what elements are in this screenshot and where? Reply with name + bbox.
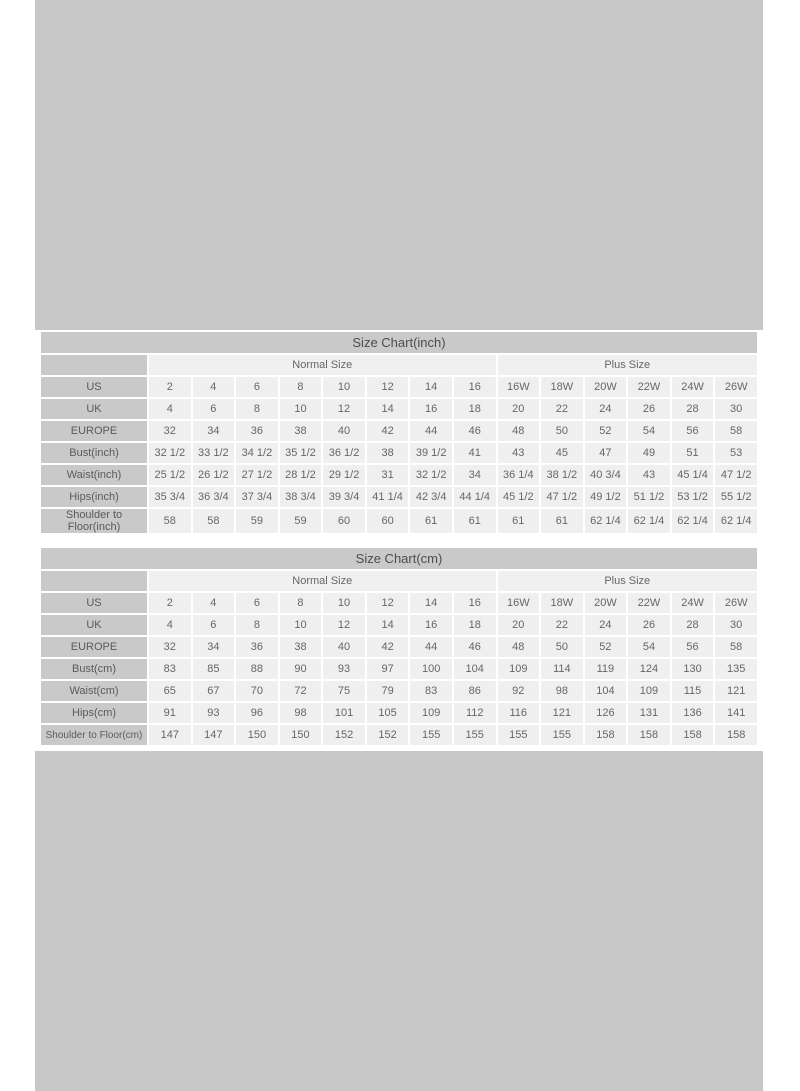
- size-chart-cm-table: [39, 569, 759, 747]
- table-cell: 41 1/4: [367, 487, 409, 507]
- table-cell: 42: [367, 421, 409, 441]
- table-cell: 104: [454, 659, 496, 679]
- table-cell: 61: [541, 509, 583, 533]
- table-cell: 26W: [715, 377, 757, 397]
- table-cell: 16: [454, 593, 496, 613]
- table-cell: 27 1/2: [236, 465, 278, 485]
- table-cell: 20W: [585, 377, 627, 397]
- table-cell: 34: [193, 421, 235, 441]
- table-cell: 4: [149, 615, 191, 635]
- table-cell: 147: [149, 725, 191, 745]
- table-cell: 141: [715, 703, 757, 723]
- table-cell: 37 3/4: [236, 487, 278, 507]
- table-cell: 47 1/2: [541, 487, 583, 507]
- table-cell: 53 1/2: [672, 487, 714, 507]
- table-cell: 12: [367, 593, 409, 613]
- table-cell: 93: [193, 703, 235, 723]
- table-cell: 16W: [498, 593, 540, 613]
- table-row: [41, 615, 757, 635]
- table-cell: 20: [498, 399, 540, 419]
- table-row: [41, 703, 757, 723]
- table-cell: 40 3/4: [585, 465, 627, 485]
- table-cell: 36 3/4: [193, 487, 235, 507]
- table-cell: 61: [410, 509, 452, 533]
- table-cell: 25 1/2: [149, 465, 191, 485]
- table-cell: 121: [541, 703, 583, 723]
- table-row: [41, 377, 757, 397]
- table-cell: 75: [323, 681, 365, 701]
- table-cell: 36: [236, 637, 278, 657]
- table-cell: 59: [280, 509, 322, 533]
- row-label: UK: [41, 615, 147, 635]
- table-cell: 62 1/4: [672, 509, 714, 533]
- table-cell: 45: [541, 443, 583, 463]
- table-cell: 158: [628, 725, 670, 745]
- table-cell: 155: [541, 725, 583, 745]
- table-cell: 12: [323, 615, 365, 635]
- table-cell: 61: [454, 509, 496, 533]
- table-cell: 62 1/4: [628, 509, 670, 533]
- table-cell: 60: [323, 509, 365, 533]
- table-cell: 88: [236, 659, 278, 679]
- table-cell: 10: [323, 377, 365, 397]
- table-cell: 33 1/2: [193, 443, 235, 463]
- table-cell: 32 1/2: [149, 443, 191, 463]
- table-cell: 98: [280, 703, 322, 723]
- size-chart-inch: [39, 332, 759, 535]
- table-cell: 48: [498, 637, 540, 657]
- table-cell: 8: [280, 377, 322, 397]
- table-cell: 90: [280, 659, 322, 679]
- table-row: [41, 637, 757, 657]
- table-cell: 4: [149, 399, 191, 419]
- table-cell: 18W: [541, 593, 583, 613]
- table-cell: 10: [280, 615, 322, 635]
- table-cell: 58: [193, 509, 235, 533]
- size-chart-panel: [35, 330, 763, 751]
- row-label: Waist(inch): [41, 465, 147, 485]
- row-label: Shoulder to Floor(inch): [41, 509, 147, 533]
- row-label: US: [41, 377, 147, 397]
- table-cell: 79: [367, 681, 409, 701]
- row-label: Hips(inch): [41, 487, 147, 507]
- table-cell: 50: [541, 421, 583, 441]
- table-cell: 109: [628, 681, 670, 701]
- table-cell: 14: [410, 593, 452, 613]
- table-cell: 6: [236, 593, 278, 613]
- table-cell: 48: [498, 421, 540, 441]
- table-cell: 20: [498, 615, 540, 635]
- row-label: US: [41, 593, 147, 613]
- table-cell: 43: [628, 465, 670, 485]
- table-cell: 109: [410, 703, 452, 723]
- table-cell: 155: [498, 725, 540, 745]
- table-cell: 40: [323, 637, 365, 657]
- table-cell: 35 3/4: [149, 487, 191, 507]
- table-cell: 16: [410, 615, 452, 635]
- table-cell: 32: [149, 637, 191, 657]
- size-chart-cm: [39, 548, 759, 747]
- table-cell: 158: [715, 725, 757, 745]
- table-cell: 28 1/2: [280, 465, 322, 485]
- table-cell: 30: [715, 615, 757, 635]
- table-cell: 22: [541, 615, 583, 635]
- table-cell: 44: [410, 637, 452, 657]
- table-cell: 4: [193, 593, 235, 613]
- table-cell: 62 1/4: [715, 509, 757, 533]
- table-cell: 105: [367, 703, 409, 723]
- table-cell: 114: [541, 659, 583, 679]
- table-row: [41, 421, 757, 441]
- table-cell: 18W: [541, 377, 583, 397]
- table-cell: 54: [628, 637, 670, 657]
- table-cell: 119: [585, 659, 627, 679]
- table-cell: 12: [367, 377, 409, 397]
- table-cell: 24: [585, 399, 627, 419]
- table-cell: 36 1/2: [323, 443, 365, 463]
- table-cell: 24: [585, 615, 627, 635]
- group-plus-size: Plus Size: [498, 571, 758, 591]
- table-cell: 85: [193, 659, 235, 679]
- table-cell: 150: [236, 725, 278, 745]
- table-cell: 152: [323, 725, 365, 745]
- table-cell: 31: [367, 465, 409, 485]
- table-cell: 26W: [715, 593, 757, 613]
- table-cell: 39 1/2: [410, 443, 452, 463]
- table-row: [41, 509, 757, 533]
- table-cell: 51 1/2: [628, 487, 670, 507]
- table-cell: 46: [454, 637, 496, 657]
- table-cell: 109: [498, 659, 540, 679]
- table-cell: 147: [193, 725, 235, 745]
- table-cell: 59: [236, 509, 278, 533]
- table-cell: 8: [236, 615, 278, 635]
- group-normal-size: Normal Size: [149, 571, 496, 591]
- table-cell: 22W: [628, 377, 670, 397]
- table-cell: 29 1/2: [323, 465, 365, 485]
- table-cell: 55 1/2: [715, 487, 757, 507]
- table-row: [41, 399, 757, 419]
- table-cell: 46: [454, 421, 496, 441]
- table-cell: 101: [323, 703, 365, 723]
- table-cell: 83: [149, 659, 191, 679]
- table-cell: 6: [193, 399, 235, 419]
- table-row: [41, 443, 757, 463]
- table-cell: 12: [323, 399, 365, 419]
- table-cell: 2: [149, 377, 191, 397]
- table-row: [41, 659, 757, 679]
- table-cell: 56: [672, 421, 714, 441]
- table-cell: 26: [628, 615, 670, 635]
- table-cell: 58: [715, 637, 757, 657]
- table-cell: 35 1/2: [280, 443, 322, 463]
- table-cell: 16: [454, 377, 496, 397]
- group-header-row: [41, 355, 757, 375]
- table-cell: 155: [454, 725, 496, 745]
- table-cell: 100: [410, 659, 452, 679]
- group-header-row: [41, 571, 757, 591]
- table-cell: 70: [236, 681, 278, 701]
- table-cell: 36 1/4: [498, 465, 540, 485]
- table-row: [41, 465, 757, 485]
- table-cell: 126: [585, 703, 627, 723]
- table-row: [41, 725, 757, 745]
- table-cell: 52: [585, 421, 627, 441]
- table-cell: 24W: [672, 377, 714, 397]
- table-cell: 44: [410, 421, 452, 441]
- table-cell: 10: [323, 593, 365, 613]
- table-cell: 58: [149, 509, 191, 533]
- table-cell: 92: [498, 681, 540, 701]
- table-cell: 67: [193, 681, 235, 701]
- table-cell: 135: [715, 659, 757, 679]
- table-cell: 10: [280, 399, 322, 419]
- row-label: EUROPE: [41, 637, 147, 657]
- group-plus-size: Plus Size: [498, 355, 758, 375]
- table-cell: 158: [585, 725, 627, 745]
- row-label: Waist(cm): [41, 681, 147, 701]
- table-cell: 14: [410, 377, 452, 397]
- table-cell: 14: [367, 615, 409, 635]
- table-cell: 104: [585, 681, 627, 701]
- row-label: Hips(cm): [41, 703, 147, 723]
- table-cell: 150: [280, 725, 322, 745]
- table-cell: 38: [280, 421, 322, 441]
- table-cell: 52: [585, 637, 627, 657]
- table-cell: 60: [367, 509, 409, 533]
- table-cell: 38: [367, 443, 409, 463]
- table-cell: 91: [149, 703, 191, 723]
- table-cell: 20W: [585, 593, 627, 613]
- table-cell: 45 1/2: [498, 487, 540, 507]
- table-cell: 121: [715, 681, 757, 701]
- table-cell: 115: [672, 681, 714, 701]
- table-cell: 96: [236, 703, 278, 723]
- row-label: UK: [41, 399, 147, 419]
- table-cell: 6: [193, 615, 235, 635]
- table-cell: 38 3/4: [280, 487, 322, 507]
- row-label: EUROPE: [41, 421, 147, 441]
- table-cell: 28: [672, 399, 714, 419]
- table-cell: 34 1/2: [236, 443, 278, 463]
- table-cell: 24W: [672, 593, 714, 613]
- table-cell: 49 1/2: [585, 487, 627, 507]
- table-cell: 155: [410, 725, 452, 745]
- table-cell: 54: [628, 421, 670, 441]
- table-cell: 97: [367, 659, 409, 679]
- table-cell: 53: [715, 443, 757, 463]
- table-cell: 38 1/2: [541, 465, 583, 485]
- table-cell: 42: [367, 637, 409, 657]
- corner-cell: [41, 355, 147, 375]
- table-cell: 8: [280, 593, 322, 613]
- table-cell: 158: [672, 725, 714, 745]
- table-cell: 86: [454, 681, 496, 701]
- corner-cell: [41, 571, 147, 591]
- table-cell: 22: [541, 399, 583, 419]
- table-cell: 49: [628, 443, 670, 463]
- table-cell: 36: [236, 421, 278, 441]
- table-row: [41, 593, 757, 613]
- size-chart-inch-title: Size Chart(inch): [41, 332, 757, 353]
- table-cell: 28: [672, 615, 714, 635]
- table-cell: 34: [454, 465, 496, 485]
- table-cell: 83: [410, 681, 452, 701]
- table-cell: 32 1/2: [410, 465, 452, 485]
- table-cell: 136: [672, 703, 714, 723]
- table-cell: 124: [628, 659, 670, 679]
- table-cell: 8: [236, 399, 278, 419]
- table-cell: 72: [280, 681, 322, 701]
- table-row: [41, 681, 757, 701]
- table-cell: 39 3/4: [323, 487, 365, 507]
- table-cell: 98: [541, 681, 583, 701]
- size-chart-cm-title: Size Chart(cm): [41, 548, 757, 569]
- table-cell: 112: [454, 703, 496, 723]
- table-cell: 41: [454, 443, 496, 463]
- table-row: [41, 487, 757, 507]
- size-chart-inch-table: [39, 353, 759, 535]
- table-cell: 22W: [628, 593, 670, 613]
- table-cell: 18: [454, 399, 496, 419]
- table-cell: 16: [410, 399, 452, 419]
- table-cell: 65: [149, 681, 191, 701]
- table-cell: 47: [585, 443, 627, 463]
- table-cell: 42 3/4: [410, 487, 452, 507]
- table-cell: 16W: [498, 377, 540, 397]
- row-label: Shoulder to Floor(cm): [41, 725, 147, 745]
- table-cell: 32: [149, 421, 191, 441]
- table-cell: 152: [367, 725, 409, 745]
- table-cell: 93: [323, 659, 365, 679]
- table-cell: 51: [672, 443, 714, 463]
- table-cell: 50: [541, 637, 583, 657]
- table-cell: 43: [498, 443, 540, 463]
- row-label: Bust(cm): [41, 659, 147, 679]
- group-normal-size: Normal Size: [149, 355, 496, 375]
- table-cell: 116: [498, 703, 540, 723]
- table-cell: 4: [193, 377, 235, 397]
- table-cell: 40: [323, 421, 365, 441]
- table-cell: 61: [498, 509, 540, 533]
- table-cell: 130: [672, 659, 714, 679]
- table-cell: 18: [454, 615, 496, 635]
- table-cell: 14: [367, 399, 409, 419]
- table-cell: 131: [628, 703, 670, 723]
- row-label: Bust(inch): [41, 443, 147, 463]
- table-cell: 62 1/4: [585, 509, 627, 533]
- table-cell: 47 1/2: [715, 465, 757, 485]
- table-cell: 45 1/4: [672, 465, 714, 485]
- table-cell: 38: [280, 637, 322, 657]
- table-cell: 34: [193, 637, 235, 657]
- table-cell: 44 1/4: [454, 487, 496, 507]
- table-cell: 2: [149, 593, 191, 613]
- table-cell: 26 1/2: [193, 465, 235, 485]
- table-cell: 26: [628, 399, 670, 419]
- table-cell: 30: [715, 399, 757, 419]
- table-cell: 56: [672, 637, 714, 657]
- table-cell: 6: [236, 377, 278, 397]
- table-cell: 58: [715, 421, 757, 441]
